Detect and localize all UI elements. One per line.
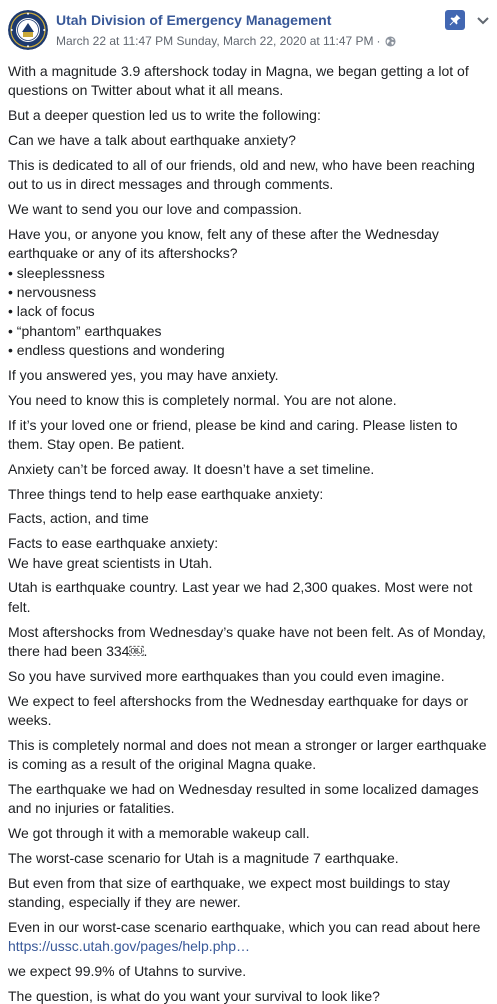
post-paragraph: Facts, action, and time (8, 510, 149, 527)
post-paragraph: The worst-case scenario for Utah is a magnitude 7 earthquake. (8, 850, 399, 867)
pin-icon (445, 10, 465, 30)
post-paragraph: With a magnitude 3.9 aftershock today in Magna, we began getting a lot of questions on Twitter about what it all means. (8, 63, 469, 99)
chevron-down-icon (474, 10, 492, 30)
post-paragraph: This is dedicated to all of our friends, old and new, who have been reaching out to us in direct messages and through comments. (8, 156, 475, 193)
post-paragraph: So you have survived more earthquakes than you could even imagine. (8, 667, 445, 684)
post-header (0, 0, 497, 58)
post-paragraph: You need to know this is completely normal. You are not alone. (8, 391, 397, 408)
meta-separator: · (376, 34, 381, 48)
post-paragraph: But even from that size of earthquake, we expect most buildings to stay standing, especially if they are newer. (8, 874, 451, 911)
symptom-item: • “phantom” earthquakes (8, 322, 162, 339)
post-paragraph: The question, is what do you want your survival to look like? (8, 988, 380, 1004)
post-paragraph: We want to send you our love and compassion. (8, 201, 302, 217)
post-paragraph: We got through it with a memorable wakeup call. (8, 825, 310, 842)
symptom-item: • nervousness (8, 284, 97, 301)
facts-heading: Facts to ease earthquake anxiety: (8, 535, 219, 552)
ussc-help-link[interactable]: https://ussc.utah.gov/pages/help.php… (8, 938, 251, 955)
symptoms-intro: Have you, or anyone you know, felt any of these after the Wednesday earthquake or any of its aftershocks? (8, 225, 439, 262)
page-name-link[interactable]: Utah Division of Emergency Management (56, 12, 332, 28)
link-paragraph (8, 918, 490, 957)
symptom-item: • sleeplessness (8, 264, 105, 281)
post-body (8, 62, 490, 1004)
post-paragraph: But a deeper question led us to write the following: (8, 107, 321, 124)
page-avatar[interactable] (8, 10, 48, 50)
symptoms-paragraph (8, 225, 490, 361)
post-paragraph: We expect to feel aftershocks from the Wednesday earthquake for days or weeks. (8, 692, 469, 729)
facts-line: We have great scientists in Utah. (8, 554, 213, 571)
post-meta (56, 34, 396, 48)
link-lead-text: Even in our worst-case scenario earthquake, which you can read about here (8, 919, 481, 936)
facts-paragraph (8, 534, 490, 573)
post-paragraph: Three things tend to help ease earthquake anxiety: (8, 485, 324, 502)
seal-logo (8, 10, 48, 50)
post-paragraph: Can we have a talk about earthquake anxiety? (8, 132, 296, 148)
symptom-item: • lack of focus (8, 303, 95, 320)
post-paragraph: Most aftershocks from Wednesday’s quake have not been felt. As of Monday, there had been 334￼. (8, 623, 486, 660)
post-paragraph: we expect 99.9% of Utahns to survive. (8, 963, 247, 980)
post-options-button[interactable] (474, 10, 492, 30)
post-paragraph: Anxiety can’t be forced away. It doesn’t have a set timeline. (8, 460, 375, 477)
post-paragraph: Utah is earthquake country. Last year we had 2,300 quakes. Most were not felt. (8, 579, 473, 615)
symptom-item: • endless questions and wondering (8, 342, 225, 359)
post-paragraph: If it’s your loved one or friend, please be kind and caring. Please listen to them. Stay open. Be patient. (8, 416, 458, 453)
post-paragraph: The earthquake we had on Wednesday resulted in some localized damages and no injuries or fatalities. (8, 781, 479, 817)
post-timestamp[interactable]: March 22 at 11:47 PM Sunday, March 22, 2020 at 11:47 PM (56, 34, 374, 48)
globe-icon[interactable] (385, 36, 396, 47)
post-paragraph: This is completely normal and does not mean a stronger or larger earthquake is coming as a result of the original Magna quake. (8, 736, 487, 773)
pin-button[interactable] (445, 10, 465, 30)
post-paragraph: If you answered yes, you may have anxiety. (8, 367, 279, 384)
